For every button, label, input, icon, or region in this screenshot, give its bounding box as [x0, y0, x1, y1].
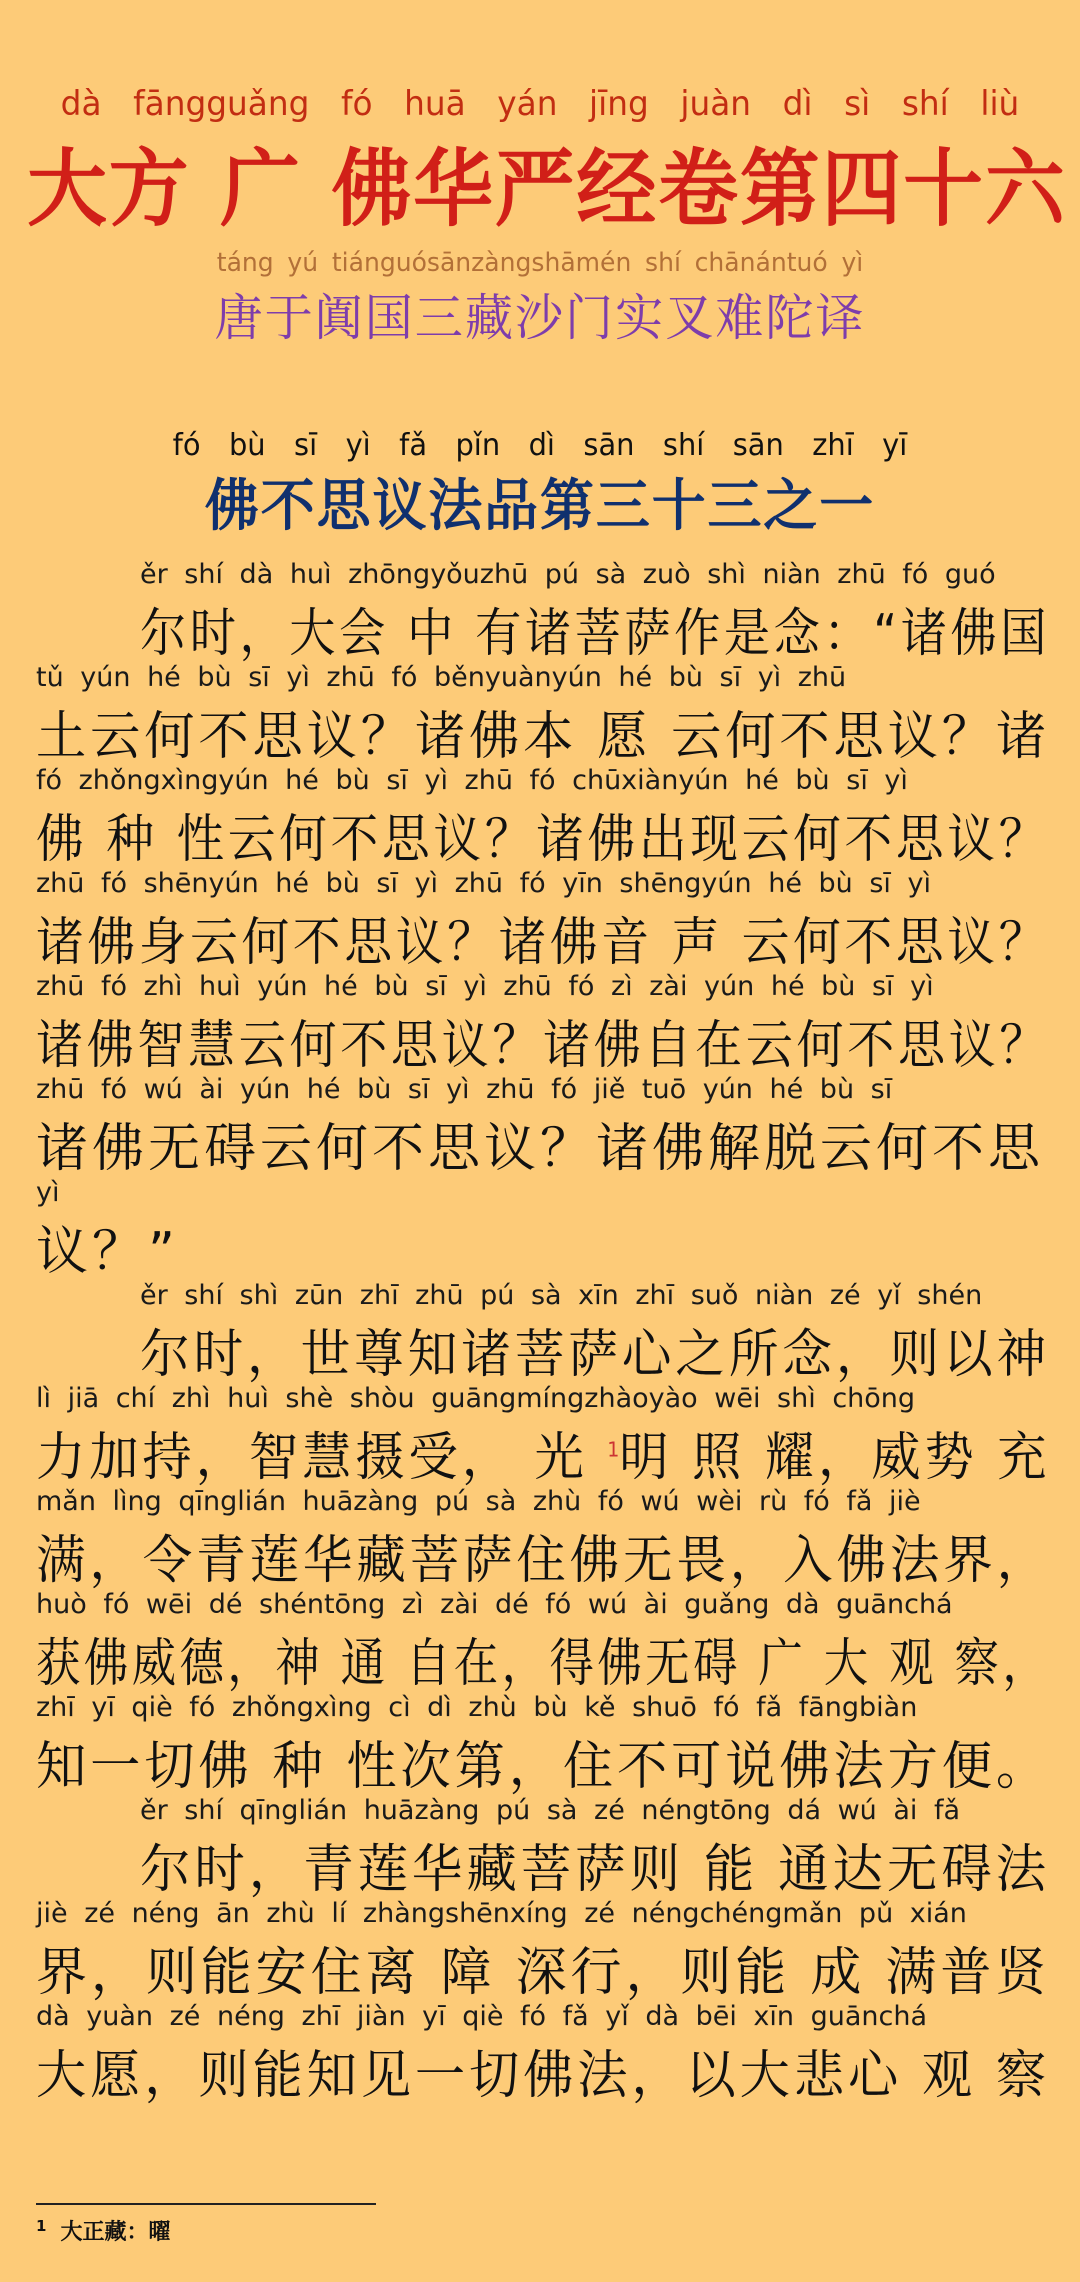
scripture-line: 诸佛智慧云何不思议？诸佛自在云何不思议？	[36, 1016, 1051, 1076]
footnote	[36, 2215, 170, 2246]
pinyin-annotation: fó zhǒngxìngyún hé bù sī yì zhū fó chūxiànyún hé bù sī yì	[36, 765, 908, 796]
pinyin-annotation: dà yuàn zé néng zhī jiàn yī qiè fó fǎ yǐ dà bēi xīn guānchá	[36, 2001, 928, 2032]
scripture-line: 土云何不思议？诸佛本 愿 云何不思议？诸	[36, 707, 1051, 767]
chapter-title: 佛不思议法品第三十三之一	[204, 474, 876, 539]
scripture-line: 诸佛身云何不思议？诸佛音 声 云何不思议？	[36, 913, 1051, 973]
text-line	[0, 1791, 1080, 1900]
text-line	[0, 1585, 1080, 1694]
scripture-line: 获佛威德，神 通 自在，得佛无碍 广 大 观 察，	[36, 1634, 1051, 1694]
pinyin-annotation: ěr shí qīnglián huāzàng pú sà zé néngtōng dá wú ài fǎ	[140, 1795, 961, 1826]
footnote-marker-inline: 1	[607, 1437, 620, 1462]
text-line	[0, 1173, 1080, 1282]
text-line	[0, 864, 1080, 973]
scripture-line: 知一切佛 种 性次第，住不可说佛法方便。	[36, 1737, 1051, 1797]
pinyin-annotation: yì	[36, 1177, 60, 1208]
pinyin-annotation: zhū fó shēnyún hé bù sī yì zhū fó yīn shēngyún hé bù sī yì	[36, 868, 931, 899]
scripture-line: 诸佛无碍云何不思议？诸佛解脱云何不思	[36, 1119, 1045, 1179]
text-line	[0, 1688, 1080, 1797]
text-line	[0, 658, 1080, 767]
body-text	[0, 555, 1080, 2106]
sutra-title: 大方 广 佛华严经卷第四十六	[27, 140, 1067, 238]
scripture-line: 界，则能安住离 障 深行，则能 成 满普贤	[36, 1943, 1051, 2003]
scripture-line: 尔时，世尊知诸菩萨心之所念，则以神	[140, 1325, 1051, 1385]
pinyin-annotation: zhū fó wú ài yún hé bù sī yì zhū fó jiě tuō yún hé bù sī	[36, 1074, 893, 1105]
translator-pinyin: táng yú tiánguósānzàngshāmén shí chānántuó yì	[216, 248, 864, 278]
footnote-text: 大正藏：曜	[60, 2220, 171, 2245]
text-line	[0, 1276, 1080, 1385]
pinyin-annotation: tǔ yún hé bù sī yì zhū fó běnyuànyún hé bù sī yì zhū	[36, 662, 847, 693]
pinyin-annotation: jiè zé néng ān zhù lí zhàngshēnxíng zé néngchéngmǎn pǔ xián	[36, 1898, 967, 1929]
text-line	[0, 761, 1080, 870]
pinyin-annotation: huò fó wēi dé shéntōng zì zài dé fó wú ài guǎng dà guānchá	[36, 1589, 953, 1620]
text-line	[0, 1482, 1080, 1591]
pinyin-annotation: mǎn lìng qīnglián huāzàng pú sà zhù fó wú wèi rù fó fǎ jiè	[36, 1486, 921, 1517]
pinyin-annotation: ěr shí shì zūn zhī zhū pú sà xīn zhī suǒ niàn zé yǐ shén	[140, 1280, 983, 1311]
scripture-line: 尔时，大会 中 有诸菩萨作是念：“诸佛国	[140, 604, 1051, 664]
footnote-divider	[36, 2203, 376, 2205]
pinyin-annotation: zhī yī qiè fó zhǒngxìng cì dì zhù bù kě shuō fó fǎ fāngbiàn	[36, 1692, 918, 1723]
pinyin-annotation: lì jiā chí zhì huì shè shòu guāngmíngzhàoyào wēi shì chōng	[36, 1383, 916, 1414]
scripture-line: 力加持，智慧摄受， 光 $^1$明 照 耀，威势 充	[36, 1428, 1051, 1488]
text-line	[0, 1379, 1080, 1488]
text-line	[0, 967, 1080, 1076]
scripture-line: 大愿，则能知见一切佛法，以大悲心 观 察	[36, 2046, 1051, 2106]
text-line	[0, 1894, 1080, 2003]
translator-line: 唐于阗国三藏沙门实叉难陀译	[214, 289, 866, 347]
scripture-line: 佛 种 性云何不思议？诸佛出现云何不思议？	[36, 810, 1051, 870]
scripture-line: 议？”	[36, 1222, 179, 1282]
pinyin-annotation: zhū fó zhì huì yún hé bù sī yì zhū fó zì zài yún hé bù sī yì	[36, 971, 934, 1002]
pinyin-annotation: ěr shí dà huì zhōngyǒuzhū pú sà zuò shì niàn zhū fó guó	[140, 559, 996, 590]
chapter-pinyin: fó bù sī yì fǎ pǐn dì sān shí sān zhī yī	[172, 428, 908, 463]
text-line	[0, 1070, 1080, 1179]
text-line	[0, 555, 1080, 664]
title-pinyin: dà fāngguǎng fó huā yán jīng juàn dì sì shí liù	[60, 84, 1020, 124]
footnote-marker: 1	[36, 2216, 47, 2235]
scripture-line: 尔时，青莲华藏菩萨则 能 通达无碍法	[140, 1840, 1051, 1900]
scripture-line: 满，令青莲华藏菩萨住佛无畏，入佛法界，	[36, 1531, 1051, 1591]
text-line	[0, 1997, 1080, 2106]
